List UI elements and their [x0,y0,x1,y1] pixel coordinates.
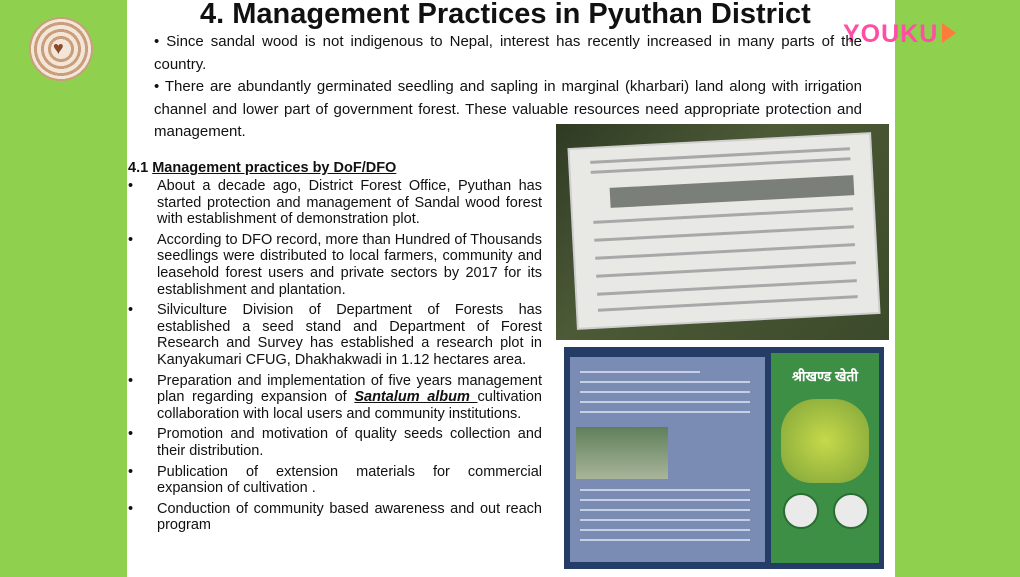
play-icon [942,23,956,43]
slide-title: 4. Management Practices in Pyuthan District [200,0,811,30]
emblem-icon [783,493,819,529]
signboard-photo [556,124,889,340]
emblem-icon [833,493,869,529]
booklet-title: श्रीखण्ड खेती [791,368,859,384]
section-title: Management practices by DoF/DFO [152,160,397,176]
booklet-cover [771,353,879,563]
bullet-list [128,178,542,538]
booklet-page [570,357,765,562]
intro-paragraph: • There are abundantly germinated seedling and sapling in marginal (kharbari) land along with irrigation channel and lower part of government forest. These valuable resources need appropriate protection and management. [154,78,862,140]
booklet-photo [564,347,884,569]
bullet-text: Preparation and implementation of five years management plan regarding expansion of [157,372,542,406]
signboard [570,134,879,327]
booklet-photo-thumbnail [576,427,668,479]
list-item: • About a decade ago, District Forest Office, Pyuthan has started protection and management of Sandal wood forest with establishment of demonstration plot. [128,178,542,228]
list-item: • Promotion and motivation of quality seeds collection and their distribution. [128,426,542,459]
section-number: 4.1 [128,160,149,176]
heart-icon: ♥ [53,38,64,58]
list-item [128,373,542,423]
bullet-text: cultivation collaboration with local users and community institutions. [157,389,542,422]
tree-image [781,399,869,483]
list-item: • Publication of extension materials for commercial expansion of cultivation . [128,464,542,497]
watermark-text: YOUKU [843,20,939,48]
channel-logo [29,17,93,81]
intro-paragraph: • Since sandal wood is not indigenous to Nepal, interest has recently increased in many parts of the country. [154,33,862,73]
list-item: • Silviculture Division of Department of Forests has established a seed stand and Department of Forest Research and Survey has established a research plot in Kanyakumari CFUG, Dhakhakwadi in 1.12 hectares area. [128,302,542,368]
scientific-name: Santalum album [354,389,478,406]
section-heading [128,160,396,176]
list-item: • According to DFO record, more than Hundred of Thousands seedlings were distributed to local farmers, community and leasehold forest users and private sectors by 2017 for its establishment and plantation. [128,232,542,298]
list-item: • Conduction of community based awareness and out reach program [128,501,542,534]
